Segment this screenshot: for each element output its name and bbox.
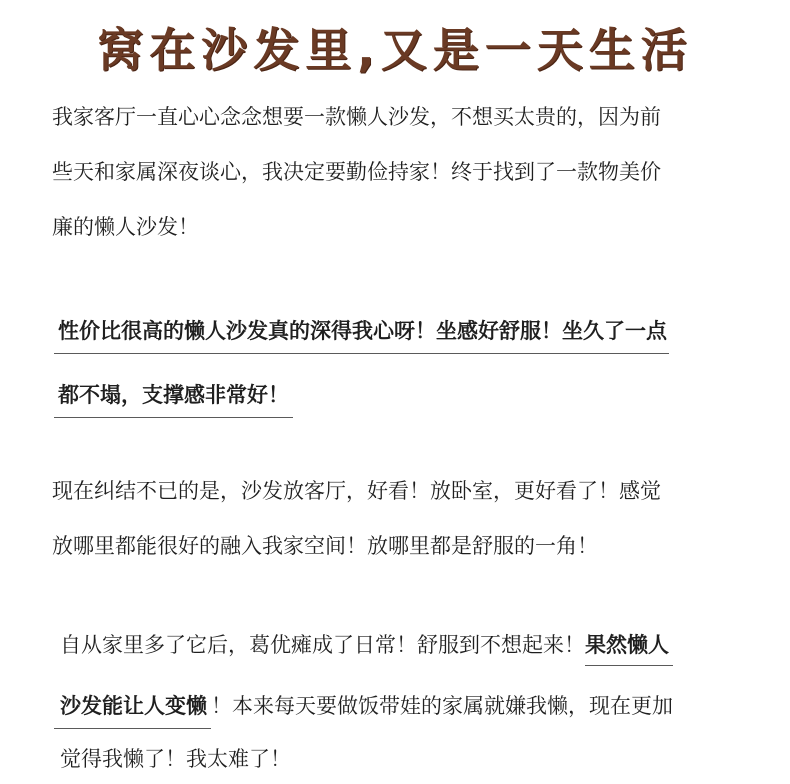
underlined-line: 性价比很高的懒人沙发真的深得我心呀！坐感好舒服！坐久了一点 xyxy=(54,309,669,354)
paragraph-line: 现在纠结不已的是，沙发放客厅，好看！放卧室，更好看了！感觉 xyxy=(52,479,661,503)
underlined-line: 都不塌，支撑感非常好！ xyxy=(54,373,293,418)
paragraph-line: 我家客厅一直心心念念想要一款懒人沙发，不想买太贵的，因为前 xyxy=(52,105,661,129)
paragraph-text: 自从家里多了它后，葛优瘫成了日常！舒服到不想起来！ xyxy=(60,633,585,657)
paragraph-lazy xyxy=(60,618,750,784)
paragraph-line: 放哪里都能很好的融入我家空间！放哪里都是舒服的一角！ xyxy=(52,534,598,558)
emphasis-text: 果然懒人 xyxy=(585,625,673,666)
page-title: 窝在沙发里,又是一天生活 xyxy=(97,23,693,77)
paragraph-line: 廉的懒人沙发！ xyxy=(52,215,199,239)
paragraph-line: 觉得我懒了！我太难了！ xyxy=(60,747,291,771)
paragraph-placement xyxy=(52,464,742,574)
paragraph-line: 些天和家属深夜谈心，我决定要勤俭持家！终于找到了一款物美价 xyxy=(52,160,661,184)
paragraph-highlight xyxy=(54,304,744,423)
emphasis-text: 沙发能让人变懒 xyxy=(54,684,211,729)
paragraph-intro xyxy=(52,90,742,255)
paragraph-text: ！本来每天要做饭带娃的家属就嫌我懒，现在更加 xyxy=(211,694,673,718)
